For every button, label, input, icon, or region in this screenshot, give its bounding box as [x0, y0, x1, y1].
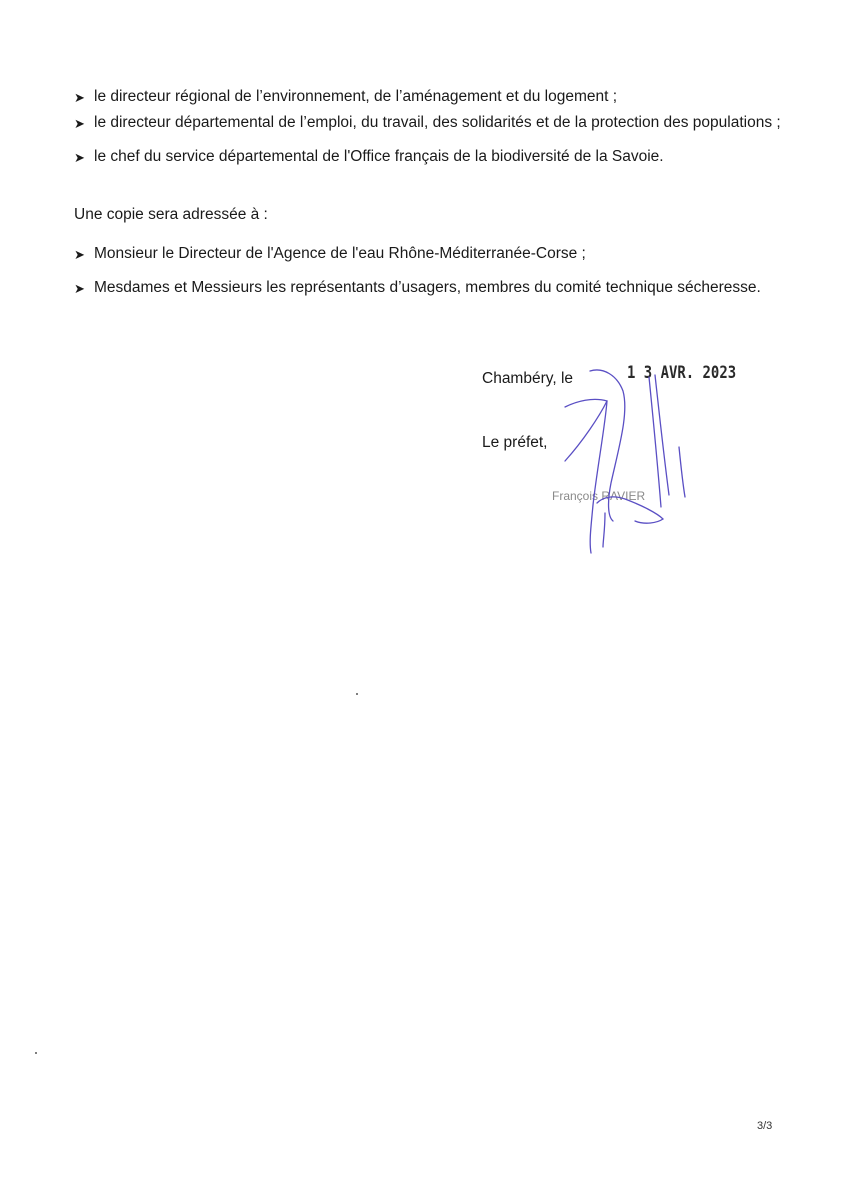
- recipient-text: le chef du service départemental de l'Office français de la biodiversité de la Savoie.: [94, 148, 664, 165]
- copy-heading: Une copie sera adressée à :: [74, 206, 268, 223]
- recipients-list: [74, 88, 784, 166]
- list-item: [74, 114, 784, 132]
- signing-title: Le préfet,: [482, 434, 548, 451]
- copies-list: [74, 245, 784, 297]
- list-item: [74, 88, 784, 106]
- arrow-bullet-icon: ➤: [74, 150, 85, 165]
- scan-speck: [356, 693, 358, 695]
- arrow-bullet-icon: ➤: [74, 247, 85, 262]
- list-item: [74, 148, 784, 166]
- copy-text: Monsieur le Directeur de l'Agence de l'eau Rhône-Méditerranée-Corse ;: [94, 245, 586, 262]
- signing-place: Chambéry, le: [482, 370, 574, 387]
- handwritten-signature: [545, 365, 695, 560]
- recipient-text: le directeur régional de l’environnement, de l’aménagement et du logement ;: [94, 88, 618, 105]
- page-number: 3/3: [757, 1120, 773, 1132]
- recipient-text: le directeur départemental de l’emploi, du travail, des solidarités et de la protection des populations ;: [94, 114, 781, 131]
- scan-speck: [35, 1052, 37, 1054]
- date-stamp: 1 3 AVR. 2023: [627, 363, 737, 383]
- list-item: [74, 245, 784, 263]
- arrow-bullet-icon: ➤: [74, 90, 85, 105]
- name-stamp: François RAVIER: [552, 489, 646, 503]
- list-item: [74, 279, 784, 297]
- copy-text: Mesdames et Messieurs les représentants d’usagers, membres du comité technique sécheresse.: [94, 279, 761, 296]
- arrow-bullet-icon: ➤: [74, 281, 85, 296]
- arrow-bullet-icon: ➤: [74, 116, 85, 131]
